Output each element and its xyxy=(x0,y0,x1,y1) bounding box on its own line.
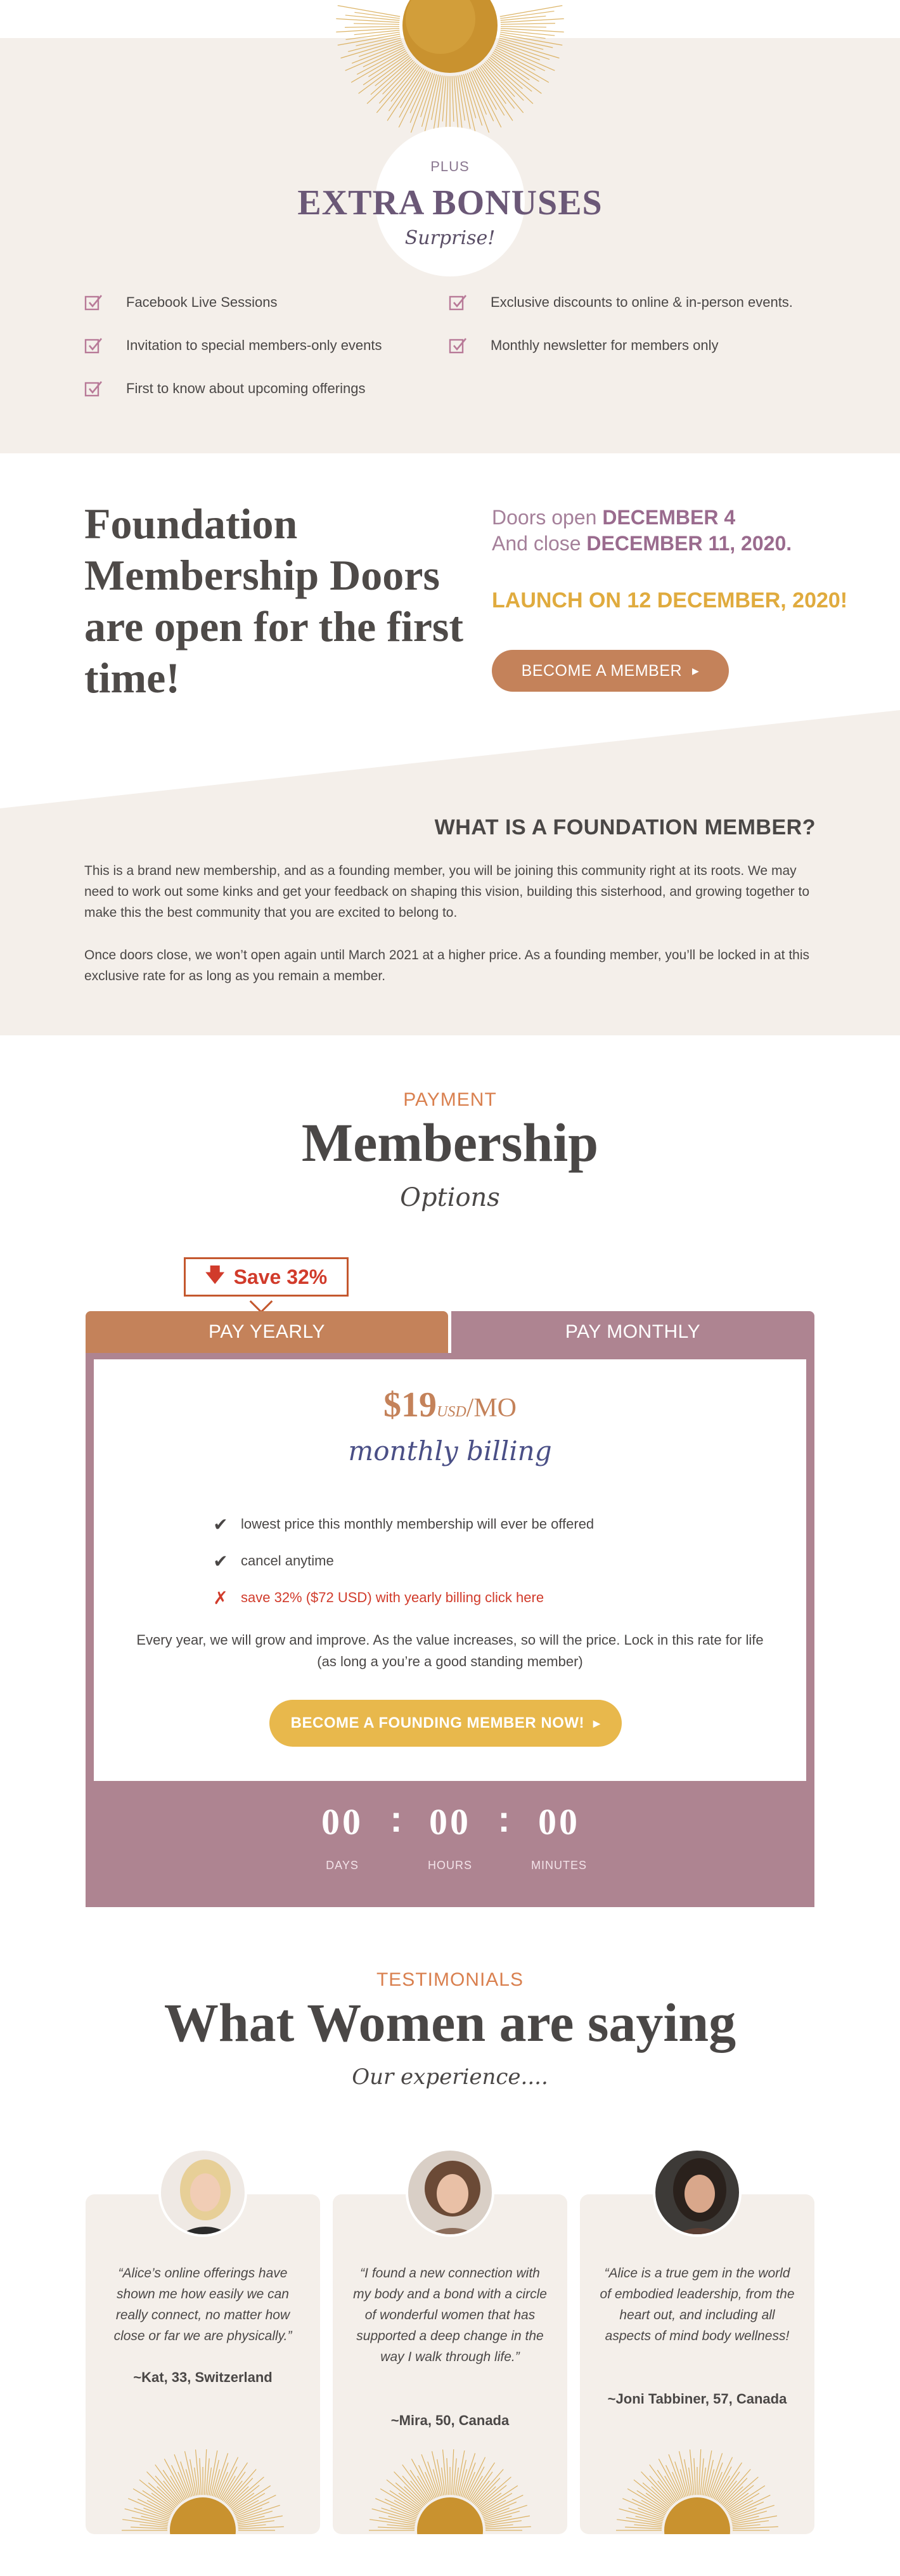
testimonials-label: TESTIMONIALS xyxy=(376,1969,524,1990)
play-arrow-icon: ▶ xyxy=(593,1718,601,1728)
bonus-item-label: First to know about upcoming offerings xyxy=(126,380,366,396)
checkbox-check-icon xyxy=(84,336,103,355)
become-founding-member-label: BECOME A FOUNDING MEMBER NOW! xyxy=(290,1714,585,1731)
become-member-button[interactable] xyxy=(492,650,729,692)
countdown-days: 00 xyxy=(321,1801,363,1842)
avatar xyxy=(158,2148,247,2237)
bonus-item xyxy=(84,335,382,356)
foundation-paragraph-2: Once doors close, we won’t open again until March 2021 at a higher price. As a founding member, you’ll be locked in at this exclusive rate for as long as you remain a member. xyxy=(84,948,809,983)
doors-close-date: DECEMBER 11, 2020. xyxy=(586,532,792,555)
payment-title: Membership xyxy=(301,1112,599,1173)
arrow-down-icon: 🡇 xyxy=(205,1264,225,1286)
become-member-label: BECOME A MEMBER xyxy=(521,661,683,680)
play-arrow-icon: ▶ xyxy=(692,665,700,676)
become-founding-member-button[interactable] xyxy=(269,1700,622,1747)
price-currency: USD xyxy=(436,1404,466,1420)
testimonial-author: ~Joni Tabbiner, 57, Canada xyxy=(607,2391,787,2407)
price xyxy=(0,1385,900,1425)
feature-link-label[interactable]: save 32% ($72 USD) with yearly billing click here xyxy=(241,1589,544,1605)
countdown-hours-label: HOURS xyxy=(427,1859,472,1872)
bonus-title: EXTRA BONUSES xyxy=(297,183,603,223)
testimonial-author: ~Kat, 33, Switzerland xyxy=(133,2369,273,2385)
testimonial-quote: “Alice’s online offerings have shown me how easily we can really connect, no matter how close or far we are physically.” xyxy=(113,2266,292,2343)
countdown-minutes: 00 xyxy=(538,1801,580,1842)
countdown-separator: : xyxy=(390,1799,402,1840)
bonus-item-label: Exclusive discounts to online & in-person events. xyxy=(491,294,793,310)
testimonials-title: What Women are saying xyxy=(164,1992,736,2053)
payment-label: PAYMENT xyxy=(403,1089,497,1110)
doors-open-date: DECEMBER 4 xyxy=(602,506,736,529)
testimonial-quote: “I found a new connection with my body and a bond with a circle of wonderful women that has supported a deep change in the way I walk through life.” xyxy=(353,2266,547,2364)
tab-pay-monthly[interactable]: PAY MONTHLY xyxy=(451,1311,814,1353)
bonus-item-label: Invitation to special members-only events xyxy=(126,337,382,353)
bonus-list-right xyxy=(449,292,793,378)
cross-icon: ✗ xyxy=(213,1588,228,1608)
avatar xyxy=(653,2148,742,2237)
bonus-plus-label: PLUS xyxy=(430,159,470,174)
bonuses-section xyxy=(0,38,900,453)
tab-pay-yearly[interactable]: PAY YEARLY xyxy=(86,1311,448,1353)
sun-icon xyxy=(615,2448,780,2534)
sun-icon xyxy=(120,2448,285,2534)
feature-item xyxy=(209,1551,594,1571)
testimonial-card xyxy=(580,2194,814,2534)
foundation-paragraph-1: This is a brand new membership, and as a founding member, you will be joining this community right at its roots. We may need to work out some kinks and get your feedback on shaping this vision, building this sisterhood, and growing together to make this the best community that you are excited to belong to. xyxy=(84,864,810,920)
testimonials-subtitle: Our experience.... xyxy=(352,2064,548,2090)
doors-close-line xyxy=(492,532,792,555)
bonus-subtitle: Surprise! xyxy=(404,227,496,249)
testimonial-card xyxy=(86,2194,320,2534)
price-period: /MO xyxy=(466,1394,517,1423)
sun-icon xyxy=(368,2448,532,2534)
billing-label: monthly billing xyxy=(348,1435,552,1466)
check-icon: ✔ xyxy=(213,1551,228,1571)
doors-close-prefix: And close xyxy=(492,532,587,555)
price-amount: $19 xyxy=(383,1385,437,1425)
testimonial-quote: “Alice is a true gem in the world of embodied leadership, from the heart out, and including all aspects of mind body wellness! xyxy=(600,2266,795,2343)
avatar xyxy=(406,2148,494,2237)
checkbox-check-icon xyxy=(449,293,468,312)
doors-open-prefix: Doors open xyxy=(492,506,603,529)
launch-date: LAUNCH ON 12 DECEMBER, 2020! xyxy=(492,588,848,612)
bonus-item-label: Monthly newsletter for members only xyxy=(491,337,719,353)
feature-list xyxy=(209,1514,594,1624)
doors-title: Foundation Membership Doors are open for the first time! xyxy=(84,500,464,702)
bonus-list-left xyxy=(84,292,382,421)
bonus-item xyxy=(84,292,382,313)
checkbox-check-icon xyxy=(84,379,103,398)
save-badge xyxy=(184,1257,349,1297)
feature-label: cancel anytime xyxy=(241,1553,334,1569)
countdown-hours: 00 xyxy=(429,1801,471,1842)
payment-note: Every year, we will grow and improve. As the value increases, so will the price. Lock in this rate for life (as long a you’re a good standing member) xyxy=(136,1632,764,1669)
bonus-item xyxy=(84,378,382,399)
checkbox-check-icon xyxy=(84,293,103,312)
bonus-item xyxy=(449,292,793,313)
save-badge-label: Save 32% xyxy=(233,1265,328,1288)
bonus-item xyxy=(449,335,793,356)
foundation-heading: WHAT IS A FOUNDATION MEMBER? xyxy=(434,815,816,839)
feature-item-yearly-link[interactable] xyxy=(209,1588,594,1608)
countdown-days-label: DAYS xyxy=(326,1859,359,1872)
checkbox-check-icon xyxy=(449,336,468,355)
countdown-minutes-label: MINUTES xyxy=(531,1859,587,1872)
testimonial-author: ~Mira, 50, Canada xyxy=(390,2412,510,2428)
check-icon: ✔ xyxy=(213,1514,228,1534)
feature-label: lowest price this monthly membership will ever be offered xyxy=(241,1516,595,1532)
bonus-item-label: Facebook Live Sessions xyxy=(126,294,278,310)
doors-open-line xyxy=(492,506,735,529)
testimonial-card xyxy=(333,2194,567,2534)
countdown-separator: : xyxy=(498,1799,510,1840)
payment-subtitle: Options xyxy=(400,1183,500,1212)
feature-item xyxy=(209,1514,594,1534)
